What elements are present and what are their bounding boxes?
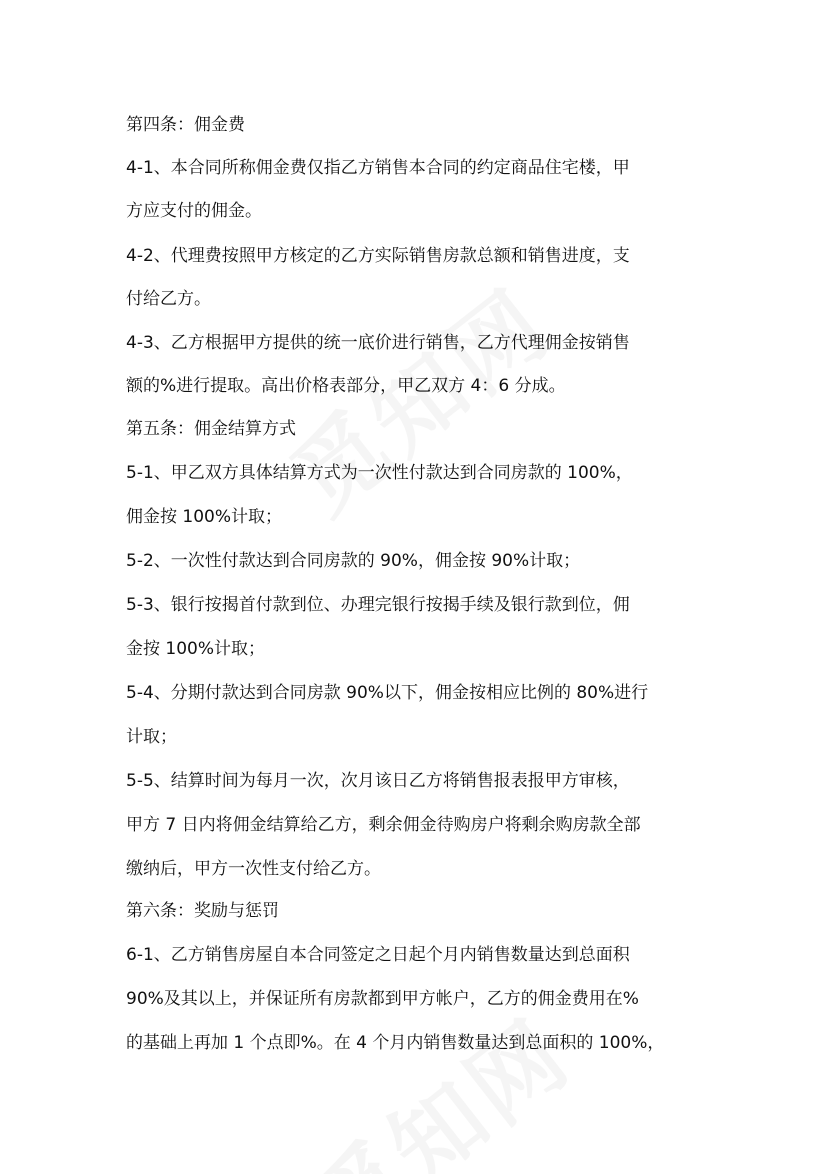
paragraph-line: 甲方 7 日内将佣金结算给乙方，剩余佣金待购房户将剩余购房款全部 [126,815,641,835]
section-heading-5: 第五条：佣金结算方式 [126,419,296,439]
paragraph-line: 6-1、乙方销售房屋自本合同签定之日起个月内销售数量达到总面积 [126,945,630,965]
paragraph-line: 4-3、乙方根据甲方提供的统一底价进行销售，乙方代理佣金按销售 [126,333,630,353]
paragraph-line: 计取； [126,727,177,747]
paragraph-line: 4-1、本合同所称佣金费仅指乙方销售本合同的约定商品住宅楼，甲 [126,158,630,178]
paragraph-line: 5-2、一次性付款达到合同房款的 90%，佣金按 90%计取； [126,551,581,571]
paragraph-line: 5-3、银行按揭首付款到位、办理完银行按揭手续及银行款到位，佣 [126,595,630,615]
paragraph-line: 90%及其以上，并保证所有房款都到甲方帐户，乙方的佣金费用在% [126,989,639,1009]
paragraph-line: 佣金按 100%计取； [126,507,283,527]
paragraph-line: 付给乙方。 [126,289,211,309]
paragraph-line: 方应支付的佣金。 [126,201,262,221]
paragraph-line: 5-1、甲乙双方具体结算方式为一次性付款达到合同房款的 100%， [126,463,633,483]
paragraph-line: 额的%进行提取。高出价格表部分，甲乙双方 4：6 分成。 [126,376,566,396]
watermark [281,983,594,1174]
section-heading-6: 第六条：奖励与惩罚 [126,901,279,921]
paragraph-line: 的基础上再加 1 个点即%。在 4 个月内销售数量达到总面积的 100%， [126,1033,665,1053]
paragraph-line: 5-5、结算时间为每月一次，次月该日乙方将销售报表报甲方审核， [126,771,630,791]
paragraph-line: 4-2、代理费按照甲方核定的乙方实际销售房款总额和销售进度，支 [126,246,630,266]
section-heading-4: 第四条：佣金费 [126,115,245,135]
paragraph-line: 5-4、分期付款达到合同房款 90%以下，佣金按相应比例的 80%进行 [126,683,649,703]
paragraph-line: 缴纳后，甲方一次性支付给乙方。 [126,859,381,879]
paragraph-line: 金按 100%计取； [126,639,266,659]
